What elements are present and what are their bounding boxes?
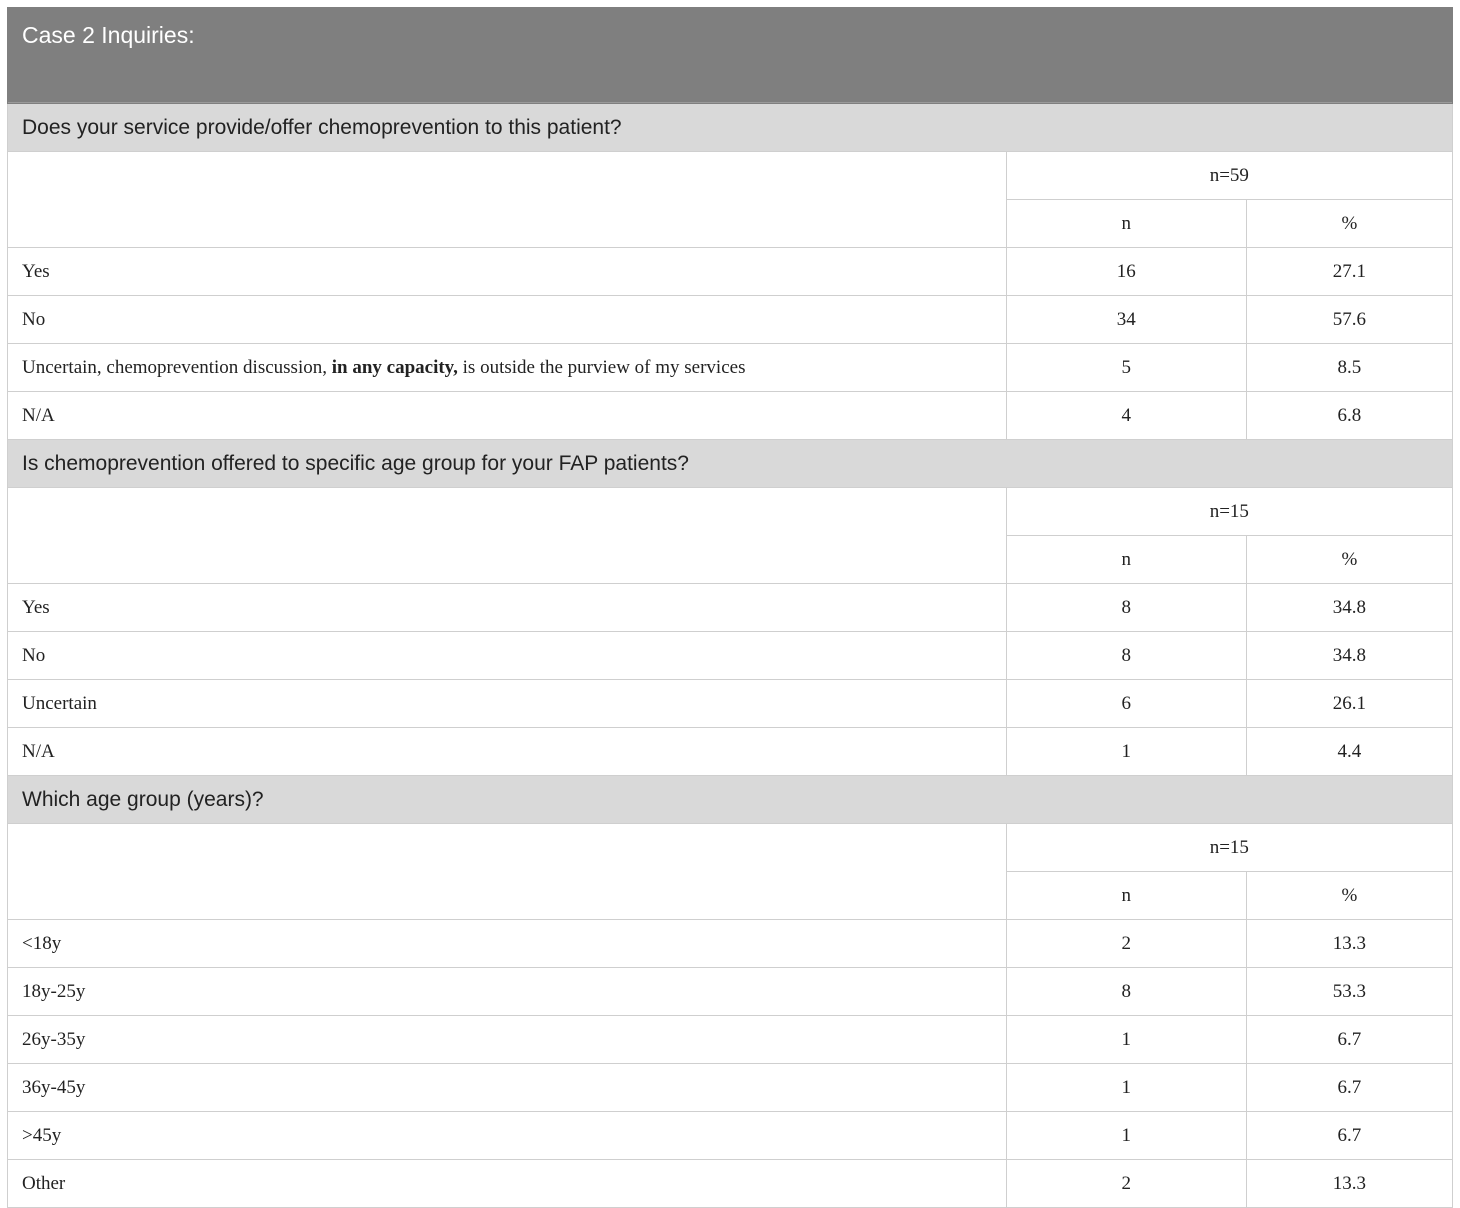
section-question: Does your service provide/offer chemoprevention to this patient? <box>8 104 1453 152</box>
column-header-n: n <box>1006 872 1246 920</box>
table-row <box>8 968 1453 1016</box>
table-row <box>8 392 1453 440</box>
row-percent: 6.8 <box>1246 392 1452 440</box>
section-header <box>8 776 1453 824</box>
row-count: 8 <box>1006 584 1246 632</box>
blank-cell <box>8 824 1007 920</box>
row-count: 2 <box>1006 920 1246 968</box>
row-percent: 6.7 <box>1246 1112 1452 1160</box>
title-row <box>8 8 1453 104</box>
sample-size: n=15 <box>1006 824 1452 872</box>
row-percent: 13.3 <box>1246 920 1452 968</box>
row-percent: 53.3 <box>1246 968 1452 1016</box>
sample-size-row <box>8 488 1453 536</box>
table-row <box>8 1016 1453 1064</box>
row-percent: 27.1 <box>1246 248 1452 296</box>
table-row <box>8 632 1453 680</box>
table-row <box>8 1112 1453 1160</box>
table-row <box>8 920 1453 968</box>
section-header <box>8 440 1453 488</box>
row-count: 1 <box>1006 1016 1246 1064</box>
row-label: Uncertain <box>8 680 1007 728</box>
row-label-pre: Uncertain, chemoprevention discussion, <box>22 356 332 378</box>
row-count: 1 <box>1006 728 1246 776</box>
row-label: Yes <box>8 584 1007 632</box>
row-count: 6 <box>1006 680 1246 728</box>
row-count: 5 <box>1006 344 1246 392</box>
section-question: Which age group (years)? <box>8 776 1453 824</box>
row-percent: 13.3 <box>1246 1160 1452 1208</box>
row-label: 36y-45y <box>8 1064 1007 1112</box>
row-percent: 8.5 <box>1246 344 1452 392</box>
table-row <box>8 680 1453 728</box>
row-count: 8 <box>1006 632 1246 680</box>
sample-size: n=15 <box>1006 488 1452 536</box>
sample-size: n=59 <box>1006 152 1452 200</box>
column-header-n: n <box>1006 536 1246 584</box>
column-header-percent: % <box>1246 872 1452 920</box>
row-percent: 57.6 <box>1246 296 1452 344</box>
row-count: 2 <box>1006 1160 1246 1208</box>
table-row <box>8 584 1453 632</box>
row-percent: 6.7 <box>1246 1016 1452 1064</box>
row-label: Yes <box>8 248 1007 296</box>
column-header-percent: % <box>1246 536 1452 584</box>
section-question: Is chemoprevention offered to specific age group for your FAP patients? <box>8 440 1453 488</box>
row-percent: 26.1 <box>1246 680 1452 728</box>
table-row <box>8 1064 1453 1112</box>
table-row <box>8 344 1453 392</box>
sample-size-row <box>8 152 1453 200</box>
table-row <box>8 1160 1453 1208</box>
row-percent: 34.8 <box>1246 632 1452 680</box>
row-label: Other <box>8 1160 1007 1208</box>
row-percent: 4.4 <box>1246 728 1452 776</box>
row-label: No <box>8 296 1007 344</box>
row-label: 26y-35y <box>8 1016 1007 1064</box>
blank-cell <box>8 488 1007 584</box>
table-row <box>8 296 1453 344</box>
row-label: 18y-25y <box>8 968 1007 1016</box>
row-percent: 6.7 <box>1246 1064 1452 1112</box>
row-label: >45y <box>8 1112 1007 1160</box>
blank-cell <box>8 152 1007 248</box>
survey-table <box>7 7 1453 1208</box>
section-header <box>8 104 1453 152</box>
row-count: 8 <box>1006 968 1246 1016</box>
sample-size-row <box>8 824 1453 872</box>
row-label: N/A <box>8 728 1007 776</box>
row-percent: 34.8 <box>1246 584 1452 632</box>
row-count: 16 <box>1006 248 1246 296</box>
table-title: Case 2 Inquiries: <box>8 8 1453 104</box>
table-row <box>8 728 1453 776</box>
row-label: N/A <box>8 392 1007 440</box>
row-label: <18y <box>8 920 1007 968</box>
column-header-n: n <box>1006 200 1246 248</box>
row-label-bold: in any capacity, <box>331 356 458 378</box>
row-count: 1 <box>1006 1112 1246 1160</box>
row-count: 4 <box>1006 392 1246 440</box>
row-label-post: is outside the purview of my services <box>457 356 746 378</box>
column-header-percent: % <box>1246 200 1452 248</box>
row-label: No <box>8 632 1007 680</box>
row-label <box>8 344 1007 392</box>
table-row <box>8 248 1453 296</box>
row-count: 34 <box>1006 296 1246 344</box>
row-count: 1 <box>1006 1064 1246 1112</box>
